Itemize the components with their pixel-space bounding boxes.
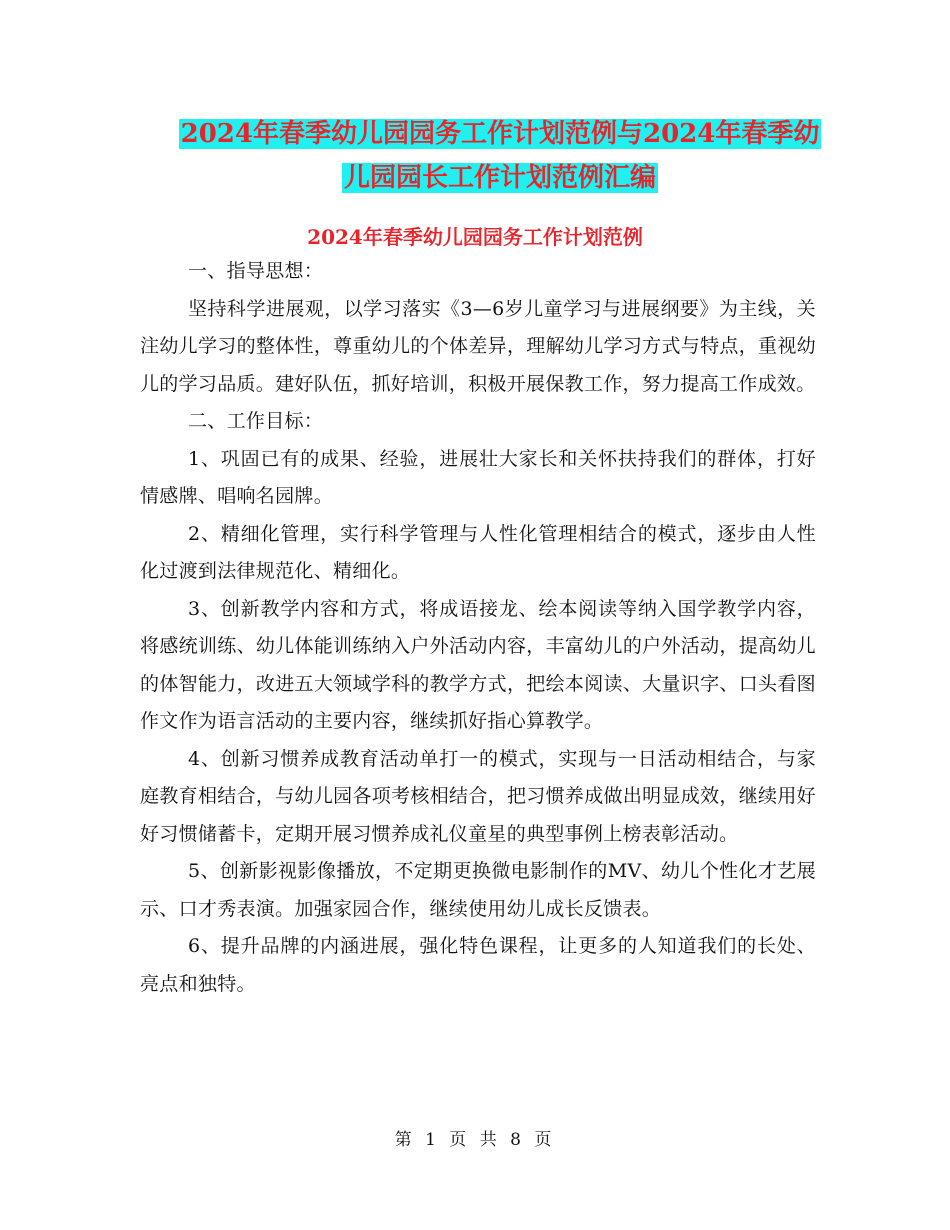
paragraph-goal-3: 3、创新教学内容和方式，将成语接龙、绘本阅读等纳入国学教学内容，将感统训练、幼儿体能训练纳入户外活动内容，丰富幼儿的户外活动，提高幼儿的体智能力，改进五大领域学科的教学方式，把绘本阅读、大量识字、口头看图作文作为语言活动的主要内容，继续抓好指心算教学。 (140, 597, 816, 732)
document-title-line-1: 2024年春季幼儿园园务工作计划范例与2024年春季幼 (180, 119, 820, 149)
paragraph-guiding-ideology-heading: 一、指导思想： (188, 260, 324, 282)
page-number-footer: 第 1 页 共 8 页 (394, 1130, 556, 1150)
document-title-line-2: 儿园园长工作计划范例汇编 (343, 163, 656, 193)
paragraph-goal-2: 2、精细化管理，实行科学管理与人性化管理相结合的模式，逐步由人性化过渡到法律规范化、精细化。 (140, 522, 816, 582)
document-title (120, 112, 880, 200)
paragraph-work-goals-heading: 二、工作目标： (188, 410, 324, 432)
paragraph-goal-1: 1、巩固已有的成果、经验，进展壮大家长和关怀扶持我们的群体，打好情感牌、唱响名园牌。 (140, 447, 816, 507)
paragraph-goal-4: 4、创新习惯养成教育活动单打一的模式，实现与一日活动相结合，与家庭教育相结合，与幼儿园各项考核相结合，把习惯养成做出明显成效，继续用好好习惯储蓄卡，定期开展习惯养成礼仪童星的典型事例上榜表彰活动。 (140, 747, 816, 845)
paragraph-goal-6: 6、提升品牌的内涵进展，强化特色课程，让更多的人知道我们的长处、亮点和独特。 (140, 935, 816, 995)
paragraph-goal-5: 5、创新影视影像播放，不定期更换微电影制作的MV、幼儿个性化才艺展示、口才秀表演。加强家园合作，继续使用幼儿成长反馈表。 (140, 860, 816, 920)
paragraph-guiding-ideology: 坚持科学进展观，以学习落实《3—6岁儿童学习与进展纲要》为主线，关注幼儿学习的整体性，尊重幼儿的个体差异，理解幼儿学习方式与特点，重视幼儿的学习品质。建好队伍，抓好培训，积极开展保教工作，努力提高工作成效。 (140, 297, 816, 395)
document-body (140, 253, 816, 1003)
section-heading: 2024年春季幼儿园园务工作计划范例 (307, 225, 643, 249)
